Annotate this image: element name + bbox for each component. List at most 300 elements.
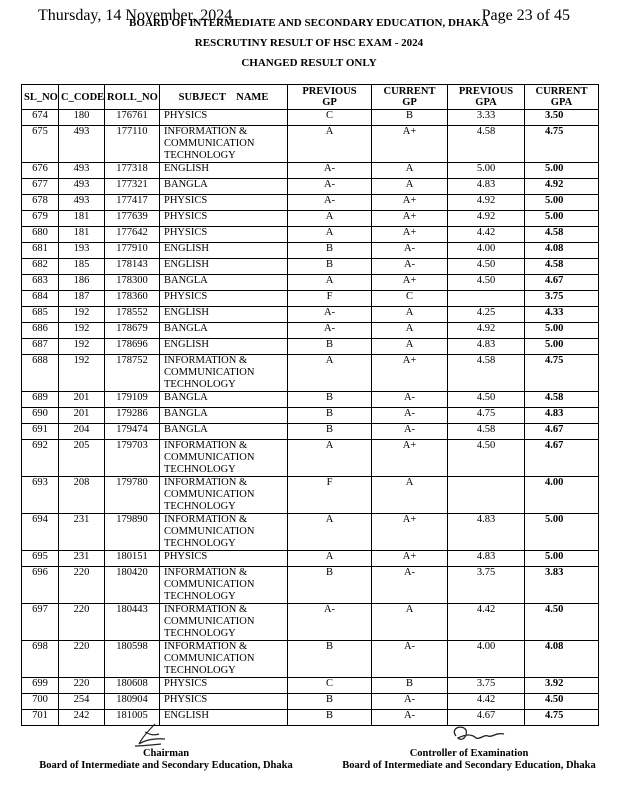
cell-previous-gp: B xyxy=(288,243,372,259)
cell-sl-no: 699 xyxy=(22,678,59,694)
subject-line: COMMUNICATION xyxy=(164,653,255,664)
cell-current-gp: C xyxy=(372,291,448,307)
cell-previous-gpa: 4.25 xyxy=(448,307,525,323)
subject-line: TECHNOLOGY xyxy=(164,591,236,602)
col-current-gp: CURRENT GP xyxy=(372,85,448,110)
cell-c-code: 220 xyxy=(59,641,105,678)
subject-line: INFORMATION & xyxy=(164,604,248,615)
cell-current-gp: A- xyxy=(372,694,448,710)
cell-previous-gpa: 4.00 xyxy=(448,243,525,259)
cell-sl-no: 679 xyxy=(22,211,59,227)
chairman-block xyxy=(20,748,312,772)
cell-current-gp: A xyxy=(372,163,448,179)
cell-previous-gp: B xyxy=(288,641,372,678)
cell-current-gpa: 4.75 xyxy=(525,126,599,163)
cell-current-gpa: 5.00 xyxy=(525,339,599,355)
cell-previous-gp: A xyxy=(288,275,372,291)
cell-roll-no: 178143 xyxy=(105,259,160,275)
cell-previous-gp: C xyxy=(288,110,372,126)
cell-previous-gp: B xyxy=(288,259,372,275)
cell-sl-no: 691 xyxy=(22,424,59,440)
cell-previous-gpa: 4.42 xyxy=(448,227,525,243)
table-row xyxy=(22,392,599,408)
cell-previous-gp: F xyxy=(288,477,372,514)
cell-current-gp: A+ xyxy=(372,355,448,392)
cell-sl-no: 684 xyxy=(22,291,59,307)
cell-c-code: 185 xyxy=(59,259,105,275)
cell-roll-no: 178696 xyxy=(105,339,160,355)
cell-previous-gpa: 4.67 xyxy=(448,710,525,726)
cell-current-gpa: 5.00 xyxy=(525,323,599,339)
cell-previous-gpa: 4.83 xyxy=(448,551,525,567)
cell-c-code: 201 xyxy=(59,408,105,424)
cell-previous-gpa: 4.83 xyxy=(448,514,525,551)
cell-current-gpa: 5.00 xyxy=(525,211,599,227)
cell-roll-no: 177417 xyxy=(105,195,160,211)
cell-current-gpa: 4.08 xyxy=(525,641,599,678)
cell-c-code: 220 xyxy=(59,604,105,641)
cell-current-gp: A+ xyxy=(372,551,448,567)
cell-previous-gp: A xyxy=(288,227,372,243)
subject-line: TECHNOLOGY xyxy=(164,501,236,512)
subject-line: TECHNOLOGY xyxy=(164,538,236,549)
col-sl-no: SL_NO xyxy=(22,85,59,110)
cell-c-code: 201 xyxy=(59,392,105,408)
cell-previous-gp: A xyxy=(288,355,372,392)
cell-roll-no: 180443 xyxy=(105,604,160,641)
cell-previous-gp: A- xyxy=(288,604,372,641)
subject-line: TECHNOLOGY xyxy=(164,665,236,676)
cell-current-gp: A- xyxy=(372,392,448,408)
cell-sl-no: 696 xyxy=(22,567,59,604)
cell-roll-no: 179474 xyxy=(105,424,160,440)
table-header-row xyxy=(22,85,599,110)
cell-subject xyxy=(160,339,288,355)
cell-c-code: 204 xyxy=(59,424,105,440)
cell-c-code: 181 xyxy=(59,227,105,243)
cell-subject xyxy=(160,163,288,179)
subject-line: BANGLA xyxy=(164,392,208,403)
cell-sl-no: 688 xyxy=(22,355,59,392)
subject-line: COMMUNICATION xyxy=(164,489,255,500)
subject-line: ENGLISH xyxy=(164,339,209,350)
col-subject-name: SUBJECT NAME xyxy=(160,85,288,110)
cell-current-gpa: 3.83 xyxy=(525,567,599,604)
controller-block xyxy=(330,748,608,772)
subject-line: PHYSICS xyxy=(164,211,208,222)
table-row xyxy=(22,339,599,355)
subject-line: TECHNOLOGY xyxy=(164,379,236,390)
cell-c-code: 192 xyxy=(59,339,105,355)
cell-subject xyxy=(160,110,288,126)
subject-line: ENGLISH xyxy=(164,243,209,254)
cell-previous-gp: C xyxy=(288,678,372,694)
col-previous-gp: PREVIOUS GP xyxy=(288,85,372,110)
subject-line: ENGLISH xyxy=(164,163,209,174)
cell-roll-no: 179286 xyxy=(105,408,160,424)
table-row xyxy=(22,179,599,195)
cell-roll-no: 181005 xyxy=(105,710,160,726)
cell-current-gp: A- xyxy=(372,567,448,604)
table-row xyxy=(22,424,599,440)
cell-subject xyxy=(160,477,288,514)
cell-previous-gp: A xyxy=(288,211,372,227)
table-row xyxy=(22,227,599,243)
cell-previous-gpa: 4.42 xyxy=(448,604,525,641)
chairman-signature xyxy=(125,722,175,748)
cell-current-gp: A- xyxy=(372,243,448,259)
cell-roll-no: 178752 xyxy=(105,355,160,392)
cell-subject xyxy=(160,259,288,275)
cell-current-gpa: 4.50 xyxy=(525,694,599,710)
cell-previous-gp: B xyxy=(288,392,372,408)
subject-line: INFORMATION & xyxy=(164,641,248,652)
cell-previous-gp: A xyxy=(288,551,372,567)
cell-previous-gpa: 4.50 xyxy=(448,440,525,477)
cell-previous-gpa: 4.83 xyxy=(448,179,525,195)
subject-line: BANGLA xyxy=(164,323,208,334)
cell-current-gpa: 5.00 xyxy=(525,514,599,551)
cell-sl-no: 685 xyxy=(22,307,59,323)
cell-previous-gpa xyxy=(448,291,525,307)
cell-current-gpa: 4.92 xyxy=(525,179,599,195)
cell-sl-no: 687 xyxy=(22,339,59,355)
subject-line: INFORMATION & xyxy=(164,126,248,137)
cell-subject xyxy=(160,567,288,604)
cell-sl-no: 686 xyxy=(22,323,59,339)
cell-current-gp: A xyxy=(372,179,448,195)
subject-line: INFORMATION & xyxy=(164,477,248,488)
cell-current-gpa: 5.00 xyxy=(525,551,599,567)
cell-current-gpa: 4.75 xyxy=(525,355,599,392)
controller-org: Board of Intermediate and Secondary Education, Dhaka xyxy=(342,760,596,771)
cell-current-gp: A xyxy=(372,307,448,323)
table-row xyxy=(22,163,599,179)
cell-sl-no: 695 xyxy=(22,551,59,567)
controller-signature xyxy=(448,722,510,748)
subject-line: TECHNOLOGY xyxy=(164,150,236,161)
cell-subject xyxy=(160,307,288,323)
cell-roll-no: 179109 xyxy=(105,392,160,408)
table-row xyxy=(22,195,599,211)
cell-subject xyxy=(160,211,288,227)
cell-previous-gp: A- xyxy=(288,163,372,179)
table-row xyxy=(22,126,599,163)
cell-sl-no: 700 xyxy=(22,694,59,710)
cell-roll-no: 178679 xyxy=(105,323,160,339)
cell-subject xyxy=(160,126,288,163)
subject-line: TECHNOLOGY xyxy=(164,464,236,475)
cell-sl-no: 697 xyxy=(22,604,59,641)
table-row xyxy=(22,291,599,307)
results-table xyxy=(21,84,599,726)
cell-current-gp: A- xyxy=(372,259,448,275)
cell-current-gp: A xyxy=(372,323,448,339)
cell-current-gpa: 4.00 xyxy=(525,477,599,514)
cell-current-gp: A xyxy=(372,604,448,641)
cell-previous-gpa: 4.50 xyxy=(448,275,525,291)
table-body xyxy=(22,110,599,726)
cell-subject xyxy=(160,275,288,291)
cell-c-code: 493 xyxy=(59,195,105,211)
cell-sl-no: 692 xyxy=(22,440,59,477)
cell-sl-no: 694 xyxy=(22,514,59,551)
cell-previous-gpa: 4.00 xyxy=(448,641,525,678)
subject-line: BANGLA xyxy=(164,179,208,190)
cell-c-code: 220 xyxy=(59,678,105,694)
subject-line: COMMUNICATION xyxy=(164,579,255,590)
cell-subject xyxy=(160,440,288,477)
cell-subject xyxy=(160,710,288,726)
cell-previous-gp: B xyxy=(288,339,372,355)
cell-subject xyxy=(160,408,288,424)
cell-sl-no: 674 xyxy=(22,110,59,126)
cell-roll-no: 179703 xyxy=(105,440,160,477)
cell-roll-no: 180904 xyxy=(105,694,160,710)
cell-c-code: 208 xyxy=(59,477,105,514)
cell-previous-gpa: 3.33 xyxy=(448,110,525,126)
cell-previous-gpa: 4.42 xyxy=(448,694,525,710)
cell-subject xyxy=(160,179,288,195)
col-roll-no: ROLL_NO xyxy=(105,85,160,110)
table-row xyxy=(22,355,599,392)
table-row xyxy=(22,323,599,339)
cell-current-gpa: 4.58 xyxy=(525,259,599,275)
cell-current-gp: B xyxy=(372,678,448,694)
cell-current-gp: A+ xyxy=(372,211,448,227)
cell-sl-no: 701 xyxy=(22,710,59,726)
subject-line: PHYSICS xyxy=(164,678,208,689)
cell-sl-no: 677 xyxy=(22,179,59,195)
cell-sl-no: 680 xyxy=(22,227,59,243)
board-title: BOARD OF INTERMEDIATE AND SECONDARY EDUCATION, DHAKA xyxy=(129,17,489,29)
cell-previous-gpa: 4.58 xyxy=(448,355,525,392)
cell-subject xyxy=(160,424,288,440)
cell-previous-gp: A- xyxy=(288,179,372,195)
cell-current-gpa: 4.58 xyxy=(525,392,599,408)
cell-c-code: 231 xyxy=(59,514,105,551)
subject-line: BANGLA xyxy=(164,275,208,286)
cell-sl-no: 676 xyxy=(22,163,59,179)
table-row xyxy=(22,641,599,678)
cell-roll-no: 177110 xyxy=(105,126,160,163)
cell-previous-gp: B xyxy=(288,710,372,726)
table-row xyxy=(22,604,599,641)
cell-roll-no: 180598 xyxy=(105,641,160,678)
cell-current-gpa: 4.67 xyxy=(525,275,599,291)
cell-current-gpa: 4.58 xyxy=(525,227,599,243)
subject-line: COMMUNICATION xyxy=(164,138,255,149)
cell-current-gp: B xyxy=(372,110,448,126)
subject-line: PHYSICS xyxy=(164,227,208,238)
cell-previous-gpa: 4.50 xyxy=(448,392,525,408)
subject-line: TECHNOLOGY xyxy=(164,628,236,639)
table-row xyxy=(22,259,599,275)
table-row xyxy=(22,440,599,477)
col-previous-gpa: PREVIOUS GPA xyxy=(448,85,525,110)
cell-previous-gp: A xyxy=(288,126,372,163)
cell-c-code: 192 xyxy=(59,307,105,323)
cell-previous-gp: B xyxy=(288,408,372,424)
cell-subject xyxy=(160,641,288,678)
cell-current-gp: A+ xyxy=(372,440,448,477)
cell-previous-gpa: 4.58 xyxy=(448,126,525,163)
cell-sl-no: 690 xyxy=(22,408,59,424)
cell-current-gp: A+ xyxy=(372,195,448,211)
cell-subject xyxy=(160,604,288,641)
cell-subject xyxy=(160,291,288,307)
cell-c-code: 220 xyxy=(59,567,105,604)
cell-sl-no: 675 xyxy=(22,126,59,163)
result-title: RESCRUTINY RESULT OF HSC EXAM - 2024 xyxy=(194,37,424,49)
cell-previous-gp: F xyxy=(288,291,372,307)
cell-subject xyxy=(160,514,288,551)
cell-subject xyxy=(160,551,288,567)
col-current-gpa: CURRENT GPA xyxy=(525,85,599,110)
cell-roll-no: 179780 xyxy=(105,477,160,514)
cell-previous-gpa: 4.58 xyxy=(448,424,525,440)
print-date: Thursday, 14 November, 2024 xyxy=(38,7,233,24)
cell-current-gp: A xyxy=(372,339,448,355)
cell-sl-no: 693 xyxy=(22,477,59,514)
cell-roll-no: 180608 xyxy=(105,678,160,694)
table-row xyxy=(22,710,599,726)
cell-subject xyxy=(160,355,288,392)
cell-c-code: 181 xyxy=(59,211,105,227)
table-row xyxy=(22,110,599,126)
cell-current-gpa: 4.33 xyxy=(525,307,599,323)
cell-previous-gpa: 4.92 xyxy=(448,211,525,227)
subject-line: BANGLA xyxy=(164,424,208,435)
cell-roll-no: 180151 xyxy=(105,551,160,567)
cell-subject xyxy=(160,195,288,211)
cell-current-gpa: 4.67 xyxy=(525,424,599,440)
cell-c-code: 493 xyxy=(59,179,105,195)
cell-c-code: 493 xyxy=(59,126,105,163)
cell-c-code: 254 xyxy=(59,694,105,710)
cell-c-code: 205 xyxy=(59,440,105,477)
subject-line: COMMUNICATION xyxy=(164,452,255,463)
subject-line: ENGLISH xyxy=(164,710,209,721)
cell-subject xyxy=(160,243,288,259)
subject-line: COMMUNICATION xyxy=(164,616,255,627)
subject-line: COMMUNICATION xyxy=(164,367,255,378)
cell-c-code: 493 xyxy=(59,163,105,179)
cell-current-gpa: 3.50 xyxy=(525,110,599,126)
cell-roll-no: 176761 xyxy=(105,110,160,126)
cell-c-code: 192 xyxy=(59,355,105,392)
cell-roll-no: 177642 xyxy=(105,227,160,243)
cell-previous-gp: B xyxy=(288,424,372,440)
cell-previous-gpa: 5.00 xyxy=(448,163,525,179)
subject-line: COMMUNICATION xyxy=(164,526,255,537)
subject-line: PHYSICS xyxy=(164,195,208,206)
subject-line: ENGLISH xyxy=(164,259,209,270)
cell-previous-gpa: 4.92 xyxy=(448,195,525,211)
table-row xyxy=(22,307,599,323)
cell-previous-gp: A xyxy=(288,440,372,477)
cell-subject xyxy=(160,323,288,339)
cell-c-code: 242 xyxy=(59,710,105,726)
cell-previous-gpa: 4.92 xyxy=(448,323,525,339)
cell-roll-no: 180420 xyxy=(105,567,160,604)
cell-current-gp: A- xyxy=(372,710,448,726)
cell-sl-no: 689 xyxy=(22,392,59,408)
cell-sl-no: 681 xyxy=(22,243,59,259)
table-row xyxy=(22,243,599,259)
subject-line: INFORMATION & xyxy=(164,567,248,578)
cell-sl-no: 682 xyxy=(22,259,59,275)
cell-current-gp: A+ xyxy=(372,126,448,163)
table-row xyxy=(22,567,599,604)
cell-previous-gpa: 3.75 xyxy=(448,678,525,694)
cell-subject xyxy=(160,678,288,694)
cell-previous-gp: B xyxy=(288,567,372,604)
cell-c-code: 231 xyxy=(59,551,105,567)
cell-sl-no: 683 xyxy=(22,275,59,291)
cell-roll-no: 178360 xyxy=(105,291,160,307)
cell-roll-no: 178300 xyxy=(105,275,160,291)
cell-previous-gpa: 4.83 xyxy=(448,339,525,355)
chairman-org: Board of Intermediate and Secondary Education, Dhaka xyxy=(39,760,293,771)
result-subtitle: CHANGED RESULT ONLY xyxy=(241,57,377,69)
page-number: Page 23 of 45 xyxy=(481,7,570,24)
cell-current-gp: A+ xyxy=(372,514,448,551)
cell-c-code: 180 xyxy=(59,110,105,126)
controller-title: Controller of Examination xyxy=(409,748,529,759)
cell-roll-no: 177639 xyxy=(105,211,160,227)
subject-line: INFORMATION & xyxy=(164,440,248,451)
cell-current-gp: A- xyxy=(372,408,448,424)
cell-current-gp: A+ xyxy=(372,275,448,291)
subject-line: INFORMATION & xyxy=(164,514,248,525)
cell-current-gpa: 4.83 xyxy=(525,408,599,424)
cell-sl-no: 698 xyxy=(22,641,59,678)
cell-current-gpa: 4.50 xyxy=(525,604,599,641)
cell-previous-gp: B xyxy=(288,694,372,710)
subject-line: PHYSICS xyxy=(164,694,208,705)
subject-line: ENGLISH xyxy=(164,307,209,318)
table-row xyxy=(22,551,599,567)
cell-roll-no: 179890 xyxy=(105,514,160,551)
cell-roll-no: 177318 xyxy=(105,163,160,179)
chairman-title: Chairman xyxy=(142,748,190,759)
subject-line: INFORMATION & xyxy=(164,355,248,366)
cell-current-gp: A xyxy=(372,477,448,514)
cell-current-gpa: 3.92 xyxy=(525,678,599,694)
cell-current-gpa: 3.75 xyxy=(525,291,599,307)
cell-current-gpa: 5.00 xyxy=(525,163,599,179)
table-row xyxy=(22,477,599,514)
cell-current-gp: A- xyxy=(372,641,448,678)
table-row xyxy=(22,514,599,551)
cell-previous-gp: A- xyxy=(288,195,372,211)
subject-line: PHYSICS xyxy=(164,110,208,121)
cell-c-code: 192 xyxy=(59,323,105,339)
table-row xyxy=(22,678,599,694)
cell-subject xyxy=(160,694,288,710)
table-row xyxy=(22,694,599,710)
cell-current-gp: A+ xyxy=(372,227,448,243)
cell-sl-no: 678 xyxy=(22,195,59,211)
cell-previous-gpa: 3.75 xyxy=(448,567,525,604)
cell-previous-gp: A- xyxy=(288,307,372,323)
cell-roll-no: 177910 xyxy=(105,243,160,259)
col-c-code: C_CODE xyxy=(59,85,105,110)
cell-subject xyxy=(160,392,288,408)
cell-current-gp: A- xyxy=(372,424,448,440)
table-row xyxy=(22,275,599,291)
